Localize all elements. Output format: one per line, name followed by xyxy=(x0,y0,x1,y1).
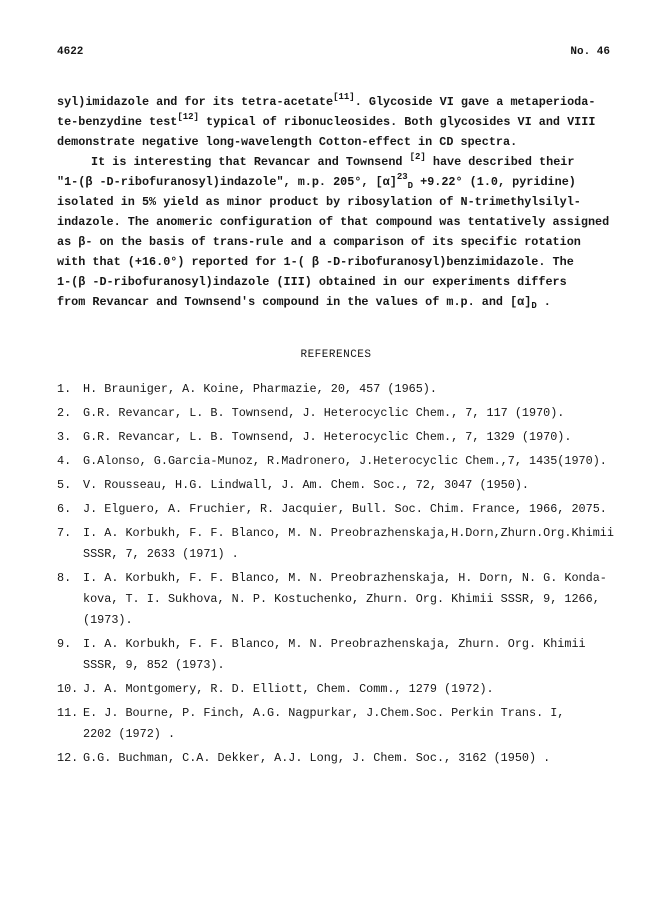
text-segment: +9.22° (1.0, pyridine) xyxy=(413,175,576,189)
references-heading: REFERENCES xyxy=(300,349,372,361)
reference-text: I. A. Korbukh, F. F. Blanco, M. N. Preobrazhenskaja, Zhurn. Org. Khimii SSSR, 9, 852 (1973). xyxy=(83,637,586,672)
reference-number: 12. xyxy=(57,751,79,765)
text-segment: . Glycoside VI gave a metaperioda- xyxy=(354,95,596,109)
reference-text: G.R. Revancar, L. B. Townsend, J. Heterocyclic Chem., 7, 1329 (1970). xyxy=(83,430,572,444)
text-line xyxy=(57,292,617,312)
text-line xyxy=(57,112,617,132)
issue-number: No. 46 xyxy=(570,46,610,58)
reference-item xyxy=(57,703,627,745)
reference-text: V. Rousseau, H.G. Lindwall, J. Am. Chem. Soc., 72, 3047 (1950). xyxy=(83,478,529,492)
text-line: indazole. The anomeric configuration of that compound was tentatively assigned xyxy=(57,215,610,229)
text-line: isolated in 5% yield as minor product by ribosylation of N-trimethylsilyl- xyxy=(57,195,581,209)
reference-item xyxy=(57,427,627,448)
reference-number: 3. xyxy=(57,430,72,444)
text-line: demonstrate negative long-wavelength Cotton-effect in CD spectra. xyxy=(57,135,518,149)
reference-item xyxy=(57,568,627,631)
citation: [12] xyxy=(177,112,199,122)
reference-item xyxy=(57,379,627,400)
reference-text: I. A. Korbukh, F. F. Blanco, M. N. Preobrazhenskaja,H.Dorn,Zhurn.Org.Khimii SSSR, 7, 2633 (1971) . xyxy=(83,526,614,561)
text-line: as β- on the basis of trans-rule and a comparison of its specific rotation xyxy=(57,235,581,249)
page-number: 4622 xyxy=(57,46,84,58)
text-segment: It is interesting that Revancar and Townsend xyxy=(91,155,410,169)
text-line: with that (+16.0°) reported for 1-( β -D-ribofuranosyl)benzimidazole. The xyxy=(57,255,574,269)
text-line xyxy=(57,92,617,112)
citation: [11] xyxy=(333,92,355,102)
reference-item xyxy=(57,403,627,424)
reference-item xyxy=(57,475,627,496)
reference-number: 1. xyxy=(57,382,72,396)
subscript: D xyxy=(407,181,414,191)
subscript: D xyxy=(531,301,537,311)
reference-number: 5. xyxy=(57,478,72,492)
reference-number: 6. xyxy=(57,502,72,516)
text-segment: have described their xyxy=(425,155,575,169)
reference-text: J. Elguero, A. Fruchier, R. Jacquier, Bull. Soc. Chim. France, 1966, 2075. xyxy=(83,502,607,516)
reference-text: G.G. Buchman, C.A. Dekker, A.J. Long, J. Chem. Soc., 3162 (1950) . xyxy=(83,751,551,765)
text-segment: te-benzydine test xyxy=(57,115,178,129)
reference-item xyxy=(57,634,627,676)
reference-item xyxy=(57,748,627,769)
text-segment: . xyxy=(536,295,551,309)
text-line xyxy=(57,172,617,192)
reference-text: H. Brauniger, A. Koine, Pharmazie, 20, 457 (1965). xyxy=(83,382,437,396)
text-segment: from Revancar and Townsend's compound in the values of m.p. and [α] xyxy=(57,295,532,309)
reference-text: I. A. Korbukh, F. F. Blanco, M. N. Preobrazhenskaja, H. Dorn, N. G. Konda- kova, T. I. Sukhova, N. P. Kostuchenko, Zhurn. Org. Khimii SSSR, 9, 1266, (1973). xyxy=(83,571,607,627)
reference-text: J. A. Montgomery, R. D. Elliott, Chem. Comm., 1279 (1972). xyxy=(83,682,494,696)
reference-text: G.Alonso, G.Garcia-Munoz, R.Madronero, J.Heterocyclic Chem.,7, 1435(1970). xyxy=(83,454,607,468)
reference-number: 8. xyxy=(57,571,72,585)
reference-item xyxy=(57,499,627,520)
reference-item xyxy=(57,523,627,565)
reference-text: G.R. Revancar, L. B. Townsend, J. Heterocyclic Chem., 7, 117 (1970). xyxy=(83,406,565,420)
reference-number: 7. xyxy=(57,526,72,540)
reference-number: 10. xyxy=(57,682,79,696)
reference-text: E. J. Bourne, P. Finch, A.G. Nagpurkar, J.Chem.Soc. Perkin Trans. I, 2202 (1972) . xyxy=(83,706,565,741)
reference-number: 2. xyxy=(57,406,72,420)
text-segment: syl)imidazole and for its tetra-acetate xyxy=(57,95,334,109)
reference-item xyxy=(57,451,627,472)
text-segment: "1-(β -D-ribofuranosyl)indazole", m.p. 205°, [α] xyxy=(57,175,397,189)
citation: [2] xyxy=(409,152,426,162)
reference-item xyxy=(57,679,627,700)
reference-number: 11. xyxy=(57,706,79,720)
text-line: 1-(β -D-ribofuranosyl)indazole (III) obtained in our experiments differs xyxy=(57,275,567,289)
reference-number: 9. xyxy=(57,637,72,651)
superscript: 23 xyxy=(396,172,408,182)
reference-number: 4. xyxy=(57,454,72,468)
text-segment: typical of ribonucleosides. Both glycosides VI and VIII xyxy=(198,115,596,129)
references-list xyxy=(57,379,627,772)
text-line xyxy=(57,152,617,172)
body-text xyxy=(57,92,617,312)
